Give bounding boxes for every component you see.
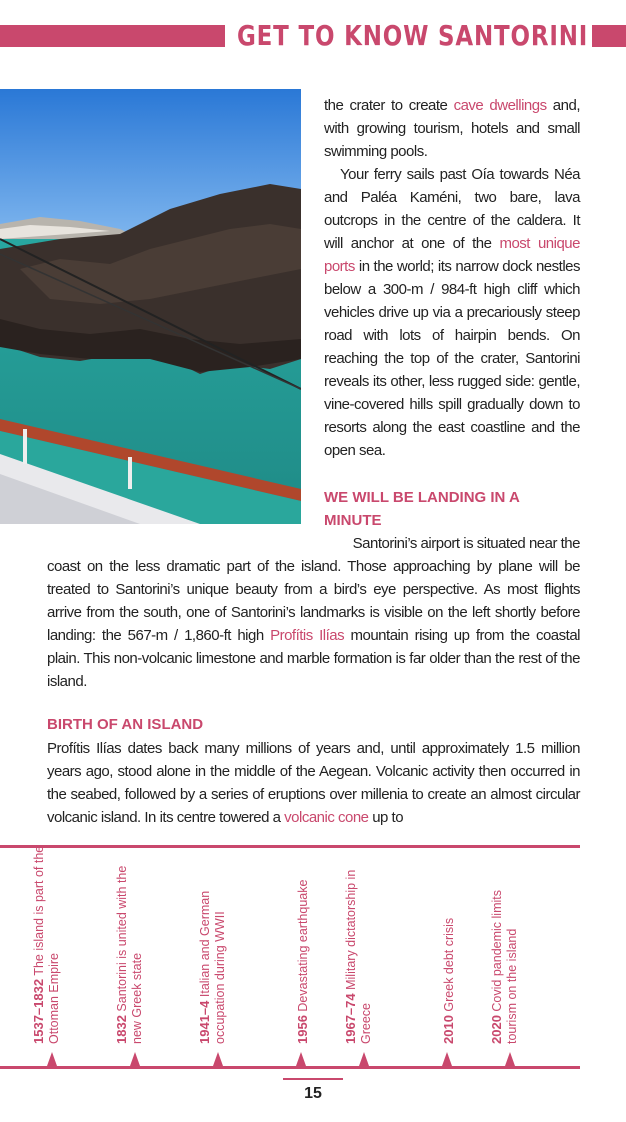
- timeline-top-rule: [0, 845, 580, 848]
- section-heading-birth: BIRTH OF AN ISLAND: [47, 716, 204, 733]
- timeline-tick: [296, 1052, 306, 1066]
- timeline-entry: 1967–74 Military dictatorship in Greece: [343, 869, 373, 1044]
- timeline-tick: [359, 1052, 369, 1066]
- highlight-most-unique-ports: most unique ports: [324, 235, 580, 275]
- page-number-rule: [283, 1078, 343, 1080]
- section2-text: Profítis Ilías dates back many millions of years and, until approximately 1.5 million years ago, stood alone in the middle of the Aegean. Volcanic activity then occurred in the seabed, followed by a series of eruptions over millenia to create an almost circular volcanic island. In its centre towered a volcanic cone up to: [47, 740, 580, 826]
- section1-text: coast on the less dramatic part of the island. Those approaching by plane will be treated to Santorini’s unique beauty from a bird’s eye perspective. As most flights arrive from the south, one of Santorini’s landmarks is visible on the left shortly before landing: the 567-m / 1,860-ft high Profítis Ilías mountain rising up from the coastal plain. This non-volcanic limestone and marble formation is far older than the rest of the island.: [47, 558, 580, 690]
- page-title: GET TO KNOW SANTORINI: [237, 19, 589, 52]
- timeline-entry: 1941–4 Italian and German occupation during WWII: [197, 890, 227, 1044]
- paragraph: the crater to create cave dwellings and, with growing tourism, hotels and small swimming pools.: [324, 97, 580, 160]
- section1-first-line: Santorini’s airport is situated near the: [352, 535, 580, 552]
- timeline-tick: [213, 1052, 223, 1066]
- highlight-volcanic-cone: volcanic cone: [284, 809, 369, 826]
- santorini-photo: [0, 89, 301, 524]
- section-heading-landing: WE WILL BE LANDING IN A MINUTE: [324, 489, 520, 529]
- timeline-entry: 2010 Greek debt crisis: [441, 917, 456, 1044]
- timeline-entry: 1832 Santorini is united with the new Greek state: [114, 865, 144, 1044]
- timeline-entry: 1956 Devastating earthquake: [295, 879, 310, 1044]
- timeline-tick: [442, 1052, 452, 1066]
- header-bar-left: [0, 25, 225, 47]
- timeline-entry: 1537–1832 The island is part of the Ottoman Empire: [31, 845, 61, 1044]
- highlight-profitis-ilias: Profítis Ilías: [270, 627, 345, 644]
- right-column-text: [324, 94, 580, 462]
- paragraph: Your ferry sails past Oía towards Néa and Paléa Kaméni, two bare, lava outcrops in the centre of the caldera. It will anchor at one of the most unique ports in the world; its narrow dock nestles below a 300-m / 984-ft high cliff which vehicles drive up via a precariously steep road with lots of hairpin bends. On reaching the top of the crater, Santorini reveals its other, less rugged side: gentle, vine-covered hills spill gradually down to resorts along the east coastline and the open sea.: [324, 166, 580, 459]
- header-bar-right: [592, 25, 626, 47]
- page-number: 15: [304, 1085, 322, 1102]
- timeline-tick: [505, 1052, 515, 1066]
- timeline-axis: [0, 1066, 580, 1069]
- timeline-entry: 2020 Covid pandemic limits tourism on the island: [489, 890, 519, 1044]
- highlight-cave-dwellings: cave dwellings: [453, 97, 547, 114]
- timeline-tick: [47, 1052, 57, 1066]
- timeline-tick: [130, 1052, 140, 1066]
